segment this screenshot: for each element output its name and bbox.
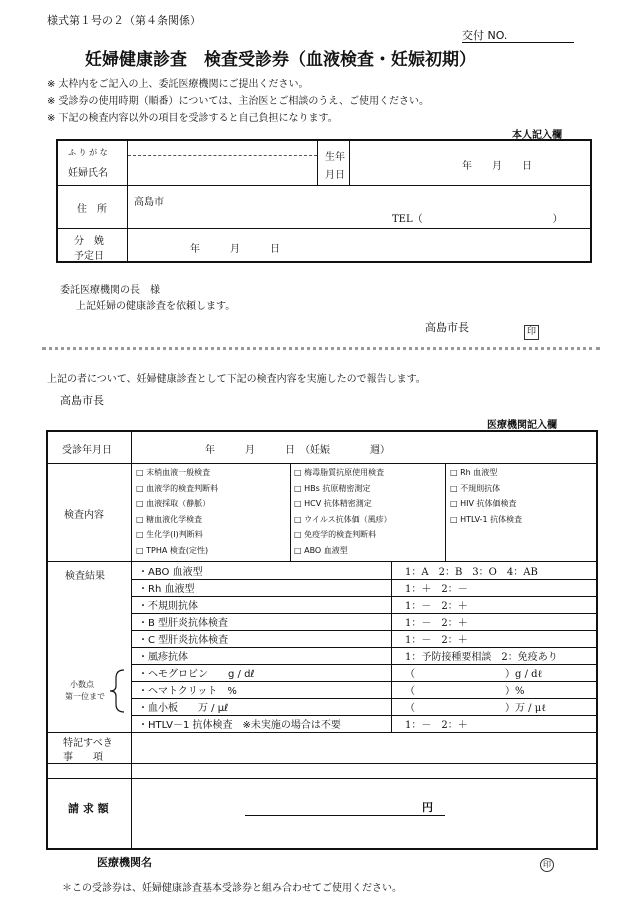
result-row-divider: [132, 579, 597, 580]
result-item-label: ・ヘマトクリット %: [138, 686, 237, 697]
contents-checkbox-item[interactable]: □ 血液学的検査判断料: [136, 483, 219, 493]
self-fill-label: 本人記入欄: [512, 130, 562, 141]
result-item-label: ・Rh 血液型: [138, 584, 195, 595]
page-title: 妊婦健康診査 検査受診券（血液検査・妊娠初期）: [85, 50, 476, 70]
birth-date-field[interactable]: 年 月 日: [462, 161, 532, 172]
decimal-note-1: 小数点: [70, 680, 94, 689]
contents-checkbox-item[interactable]: □ ウイルス抗体価（風疹）: [294, 514, 392, 524]
result-value-field[interactable]: 1：－ 2：＋: [405, 635, 468, 646]
contents-label: 検査内容: [64, 510, 104, 521]
contents-checkbox-item[interactable]: □ Rh 血液型: [450, 468, 498, 477]
report-intro: 上記の者について、妊婦健康診査として下記の検査内容を実施したので報告します。: [47, 374, 426, 385]
birth-label-2: 月日: [325, 170, 345, 181]
result-value-field[interactable]: （ ）g / dℓ: [405, 669, 543, 680]
due-label-1: 分 娩: [74, 236, 104, 247]
special-label-1: 特記すべき: [63, 738, 113, 749]
result-value-field[interactable]: 1：－ 2：＋: [405, 618, 468, 629]
clinic-name-label: 医療機関名: [97, 856, 152, 869]
seal-stamp: 印: [524, 325, 539, 340]
note-2: ※ 受診券の使用時期（順番）については、主治医とご相談のうえ、ご使用ください。: [47, 96, 429, 107]
contents-checkbox-item[interactable]: □ TPHA 検査(定性): [136, 545, 209, 555]
due-label-2: 予定日: [74, 251, 104, 262]
note-3: ※ 下記の検査内容以外の項目を受診すると自己負担になります。: [47, 113, 338, 124]
result-item-label: ・C 型肝炎抗体検査: [138, 635, 229, 646]
clinic-seal-stamp: 印: [540, 858, 554, 872]
contents-checkbox-item[interactable]: □ 糖血液化学検査: [136, 514, 203, 524]
result-item-label: ・ABO 血液型: [138, 567, 203, 578]
furigana-label: ふ り が な: [68, 148, 108, 157]
brace-icon: [104, 668, 128, 714]
yen-label: 円: [422, 801, 433, 814]
billing-label: 請 求 額: [68, 802, 109, 815]
report-addressee: 高島市長: [60, 394, 104, 407]
result-item-label: ・HTLV－1 抗体検査 ※未実施の場合は不要: [138, 720, 341, 731]
request-line-2: 上記妊婦の健康診査を依頼します。: [76, 301, 236, 312]
contents-checkbox-item[interactable]: □ 免疫学的検査判断料: [294, 530, 377, 539]
result-value-field[interactable]: 1：予防接種要相談 2：免疫あり: [405, 652, 558, 663]
results-label: 検査結果: [65, 571, 105, 582]
mayor-label: 高島市長: [425, 321, 469, 334]
due-date-field[interactable]: 年 月 日: [190, 244, 280, 255]
address-city: 高島市: [134, 197, 164, 208]
contents-checkbox-item[interactable]: □ HCV 抗体精密測定: [294, 499, 372, 508]
contents-checkbox-item[interactable]: □ 末梢血液一般検査: [136, 468, 211, 477]
contents-checkbox-item[interactable]: □ 生化学(Ⅰ)判断料: [136, 530, 203, 539]
result-item-label: ・風疹抗体: [138, 652, 188, 663]
result-item-label: ・ヘモグロビン g / dℓ: [138, 669, 255, 680]
contents-checkbox-item[interactable]: □ HIV 抗体価検査: [450, 499, 517, 508]
contents-checkbox-item[interactable]: □ 血液採取（静脈）: [136, 499, 211, 508]
result-row-divider: [132, 596, 597, 597]
issue-no-underline: [462, 42, 574, 43]
tel-field[interactable]: TEL（ ）: [392, 214, 563, 225]
address-label: 住 所: [77, 204, 107, 215]
result-value-field[interactable]: 1：＋ 2：－: [405, 584, 468, 595]
contents-checkbox-item[interactable]: □ 不規則抗体: [450, 483, 501, 493]
billing-underline: [245, 815, 445, 816]
request-line-1: 委託医療機関の長 様: [60, 285, 160, 296]
result-value-field[interactable]: 1：－ 2：＋: [405, 720, 468, 731]
result-item-label: ・不規則抗体: [138, 601, 198, 612]
result-item-label: ・B 型肝炎抗体検査: [138, 618, 229, 629]
contents-checkbox-item[interactable]: □ HBs 抗原精密測定: [294, 483, 371, 493]
note-1: ※ 太枠内をご記入の上、委託医療機関にご提出ください。: [47, 79, 309, 90]
issue-no-label: 交付 NO.: [462, 29, 508, 42]
result-value-field[interactable]: 1：－ 2：＋: [405, 601, 468, 612]
exam-date-field[interactable]: 年 月 日 （妊娠 週）: [205, 445, 390, 456]
result-value-field[interactable]: （ ）%: [405, 686, 525, 697]
cut-line: [42, 347, 600, 350]
birth-label-1: 生年: [325, 152, 345, 163]
footer-note: ＊この受診券は、妊婦健康診査基本受診券と組み合わせてご使用ください。: [62, 883, 402, 894]
form-number: 様式第１号の２（第４条関係）: [47, 14, 201, 27]
name-label: 妊婦氏名: [68, 168, 108, 179]
name-field[interactable]: [135, 160, 310, 180]
result-item-label: ・血小板 万 / μℓ: [138, 703, 229, 714]
clinic-fill-label: 医療機関記入欄: [487, 420, 557, 431]
result-value-field[interactable]: （ ）万 / μℓ: [405, 703, 547, 714]
contents-checkbox-item[interactable]: □ ABO 血液型: [294, 545, 348, 555]
decimal-note-2: 第一位まで: [65, 692, 105, 701]
special-label-2: 事 項: [63, 752, 103, 763]
contents-checkbox-item[interactable]: □ HTLV-1 抗体検査: [450, 514, 523, 524]
result-value-field[interactable]: 1：A 2：B 3：O 4：AB: [405, 567, 538, 578]
exam-date-label: 受診年月日: [62, 445, 112, 456]
contents-checkbox-item[interactable]: □ 梅毒脂質抗原使用検査: [294, 468, 385, 477]
